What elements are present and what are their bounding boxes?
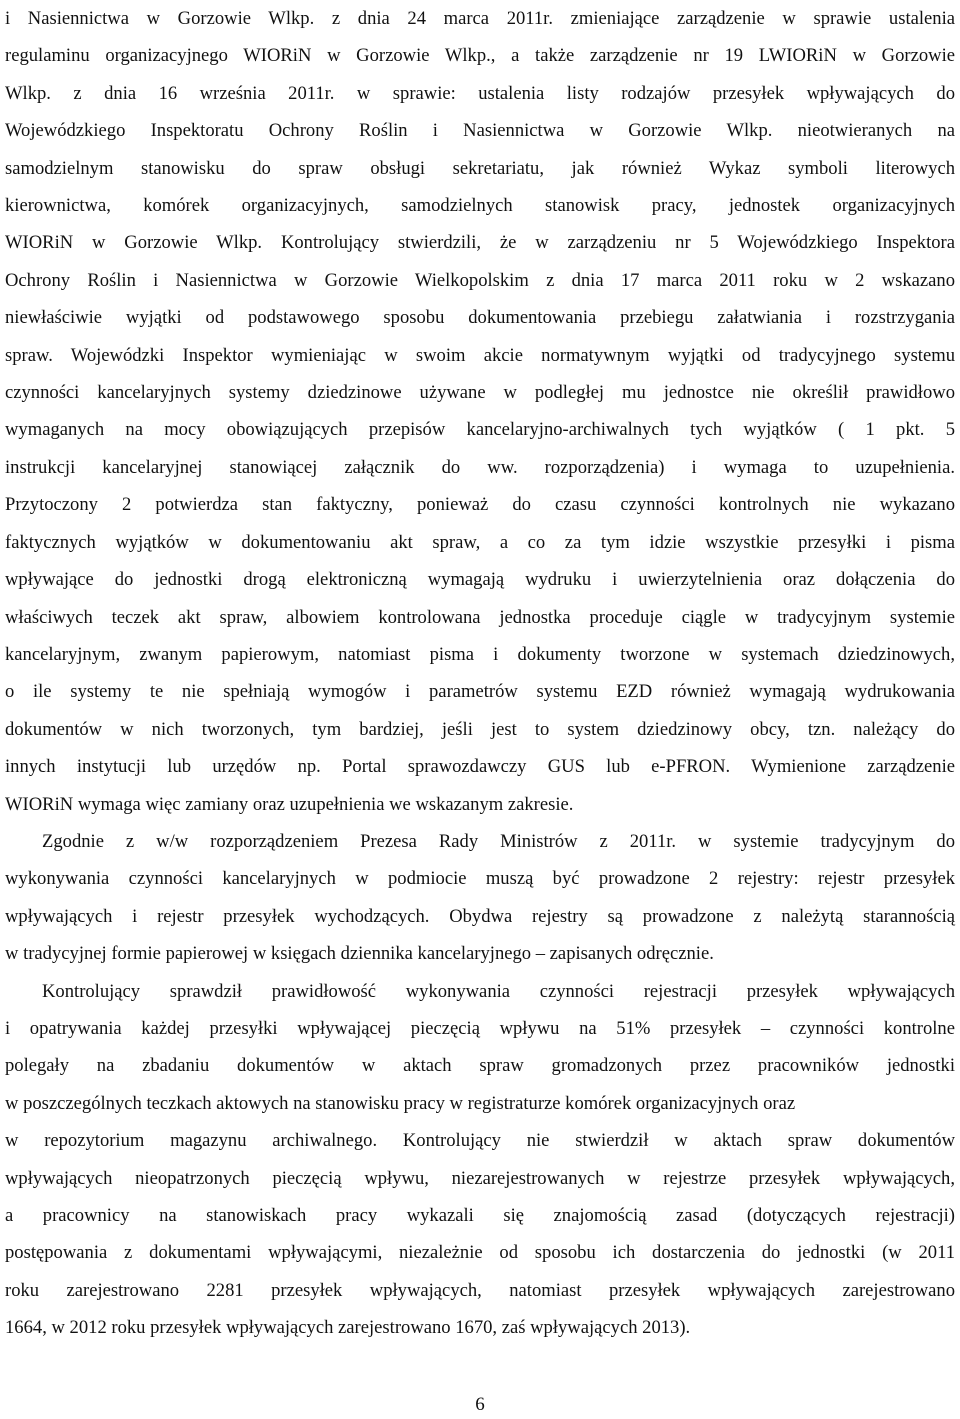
text-line: w repozytorium magazynu archiwalnego. Kontrolujący nie stwierdził w aktach spraw dokumentów: [5, 1130, 955, 1152]
text-line: instrukcji kancelaryjnej stanowiącej załącznik do ww. rozporządzenia) i wymaga to uzupełnienia.: [5, 456, 955, 478]
page-number: 6: [475, 1394, 485, 1415]
text-line: spraw. Wojewódzki Inspektor wymieniając w swoim akcie normatywnym wyjątki od tradycyjnego systemu: [5, 344, 955, 366]
text-line: wymaganych na mocy obowiązujących przepisów kancelaryjno-archiwalnych tych wyjątków ( 1 pkt. 5: [5, 419, 955, 441]
text-line: dokumentów w nich tworzonych, tym bardziej, jeśli jest to system dziedzinowy obcy, tzn. należący do: [5, 718, 955, 740]
text-line: WIORiN w Gorzowie Wlkp. Kontrolujący stwierdzili, że w zarządzeniu nr 5 Wojewódzkiego Inspektora: [5, 232, 955, 254]
text-line: i opatrywania każdej przesyłki wpływającej pieczęcią wpływu na 51% przesyłek – czynności kontrolne: [5, 1017, 955, 1039]
text-line: kierownictwa, komórek organizacyjnych, samodzielnych stanowisk pracy, jednostek organizacyjnych: [5, 195, 955, 217]
text-line: Wojewódzkiego Inspektoratu Ochrony Roślin i Nasiennictwa w Gorzowie Wlkp. nieotwieranych na: [5, 120, 955, 142]
text-line: i Nasiennictwa w Gorzowie Wlkp. z dnia 24 marca 2011r. zmieniające zarządzenie w sprawie ustalenia: [5, 8, 955, 29]
text-line: Wlkp. z dnia 16 września 2011r. w sprawie: ustalenia listy rodzajów przesyłek wpływających do: [5, 82, 955, 104]
text-line: 1664, w 2012 roku przesyłek wpływających zarejestrowano 1670, zaś wpływających 2013).: [5, 1317, 691, 1339]
text-line: w poszczególnych teczkach aktowych na stanowisku pracy w registraturze komórek organizacyjnych oraz: [5, 1092, 796, 1114]
text-line: w tradycyjnej formie papierowej w księgach dziennika kancelaryjnego – zapisanych odręcznie.: [5, 943, 714, 965]
text-line: roku zarejestrowano 2281 przesyłek wpływających, natomiast przesyłek wpływających zarejestrowano: [5, 1279, 955, 1301]
text-line: czynności kancelaryjnych systemy dziedzinowe używane w podległej mu jednostce nie określił prawidłowo: [5, 382, 955, 404]
text-line: Ochrony Roślin i Nasiennictwa w Gorzowie Wielkopolskim z dnia 17 marca 2011 roku w 2 wskazano: [5, 269, 955, 291]
text-line: regulaminu organizacyjnego WIORiN w Gorzowie Wlkp., a także zarządzenie nr 19 LWIORiN w Gorzowie: [5, 45, 955, 67]
text-line: postępowania z dokumentami wpływającymi, niezależnie od sposobu ich dostarczenia do jednostki (w 2011: [5, 1242, 955, 1264]
text-line: Kontrolujący sprawdził prawidłowość wykonywania czynności rejestracji przesyłek wpływających: [42, 980, 955, 1002]
text-line: samodzielnym stanowisku do spraw obsługi sekretariatu, jak również Wykaz symboli literowych: [5, 157, 955, 179]
text-line: kancelaryjnym, zwanym papierowym, natomiast pisma i dokumenty tworzone w systemach dziedzinowych,: [5, 643, 955, 665]
text-line: innych instytucji lub urzędów np. Portal sprawozdawczy GUS lub e-PFRON. Wymienione zarządzenie: [5, 756, 955, 778]
text-line: właściwych teczek akt spraw, albowiem kontrolowana jednostka proceduje ciągle w tradycyjnym systemie: [5, 606, 955, 628]
text-line: polegały na zbadaniu dokumentów w aktach spraw gromadzonych przez pracowników jednostki: [5, 1055, 955, 1077]
text-line: Przytoczony 2 potwierdza stan faktyczny, ponieważ do czasu czynności kontrolnych nie wykazano: [5, 494, 955, 516]
document-body: [5, 0, 955, 1347]
text-line: o ile systemy te nie spełniają wymogów i parametrów systemu EZD również wymagają wydrukowania: [5, 681, 955, 703]
text-line: wpływających nieopatrzonych pieczęcią wpływu, niezarejestrowanych w rejestrze przesyłek wpływających,: [5, 1167, 955, 1189]
text-line: faktycznych wyjątków w dokumentowaniu akt spraw, a co za tym idzie wszystkie przesyłki i pisma: [5, 531, 955, 553]
text-line: WIORiN wymaga więc zamiany oraz uzupełnienia we wskazanym zakresie.: [5, 793, 574, 815]
text-line: wpływających i rejestr przesyłek wychodzących. Obydwa rejestry są prowadzone z należytą starannością: [5, 905, 955, 927]
text-line: a pracownicy na stanowiskach pracy wykazali się znajomością zasad (dotyczących rejestracji): [5, 1205, 955, 1226]
text-line: Zgodnie z w/w rozporządzeniem Prezesa Rady Ministrów z 2011r. w systemie tradycyjnym do: [42, 830, 955, 852]
text-line: wpływające do jednostki drogą elektroniczną wymagają wydruku i uwierzytelnienia oraz dołączenia do: [5, 569, 955, 591]
text-line: niewłaściwie wyjątki od podstawowego sposobu dokumentowania przebiegu załatwiania i rozstrzygania: [5, 307, 955, 329]
text-line: wykonywania czynności kancelaryjnych w podmiocie muszą być prowadzone 2 rejestry: rejestr przesyłek: [5, 868, 955, 890]
